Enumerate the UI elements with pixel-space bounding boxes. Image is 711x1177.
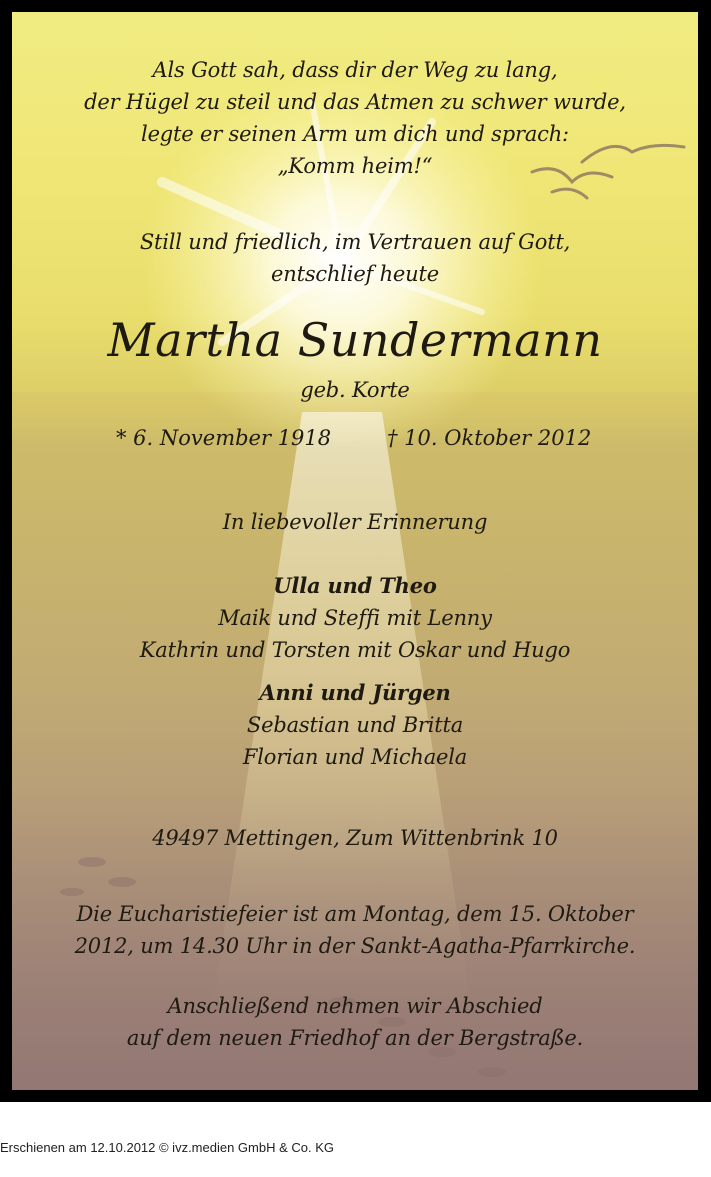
family-2-member-1: Sebastian und Britta (246, 713, 464, 737)
publication-footer: Erschienen am 12.10.2012 © ivz.medien GmbH & Co. KG (0, 1140, 335, 1155)
family-1-head: Ulla und Theo (273, 573, 437, 598)
intro-line-2: entschlief heute (271, 262, 439, 286)
family-1-member-2: Kathrin und Torsten mit Oskar und Hugo (139, 638, 571, 662)
life-dates (12, 422, 698, 454)
farewell-line-2: auf dem neuen Friedhof an der Bergstraße. (126, 1026, 584, 1050)
service-line-1: Die Eucharistiefeier ist am Montag, dem 15. Oktober (76, 902, 634, 926)
sunset-sea-photo (12, 12, 698, 1090)
verse-line-3: legte er seinen Arm um dich und sprach: (141, 122, 569, 146)
service-line-2: 2012, um 14.30 Uhr in der Sankt-Agatha-Pfarrkirche. (74, 934, 636, 958)
address-line: 49497 Mettingen, Zum Wittenbrink 10 (152, 826, 558, 850)
maiden-name: geb. Korte (300, 378, 410, 402)
remembrance-line: In liebevoller Erinnerung (222, 510, 488, 534)
family-1-member-1: Maik und Steffi mit Lenny (218, 606, 492, 630)
death-date: † 10. Oktober 2012 (387, 426, 592, 450)
deceased-name: Martha Sundermann (107, 313, 603, 367)
family-2-member-2: Florian und Michaela (242, 745, 468, 769)
verse-line-2: der Hügel zu steil und das Atmen zu schwer wurde, (84, 90, 626, 114)
verse-line-4: „Komm heim!“ (277, 154, 433, 178)
family-2-head: Anni und Jürgen (259, 680, 451, 705)
birth-date: * 6. November 1918 (116, 426, 332, 450)
farewell-line-1: Anschließend nehmen wir Abschied (167, 994, 543, 1018)
intro-line-1: Still und friedlich, im Vertrauen auf Gott, (139, 230, 571, 254)
verse-line-1: Als Gott sah, dass dir der Weg zu lang, (152, 58, 558, 82)
